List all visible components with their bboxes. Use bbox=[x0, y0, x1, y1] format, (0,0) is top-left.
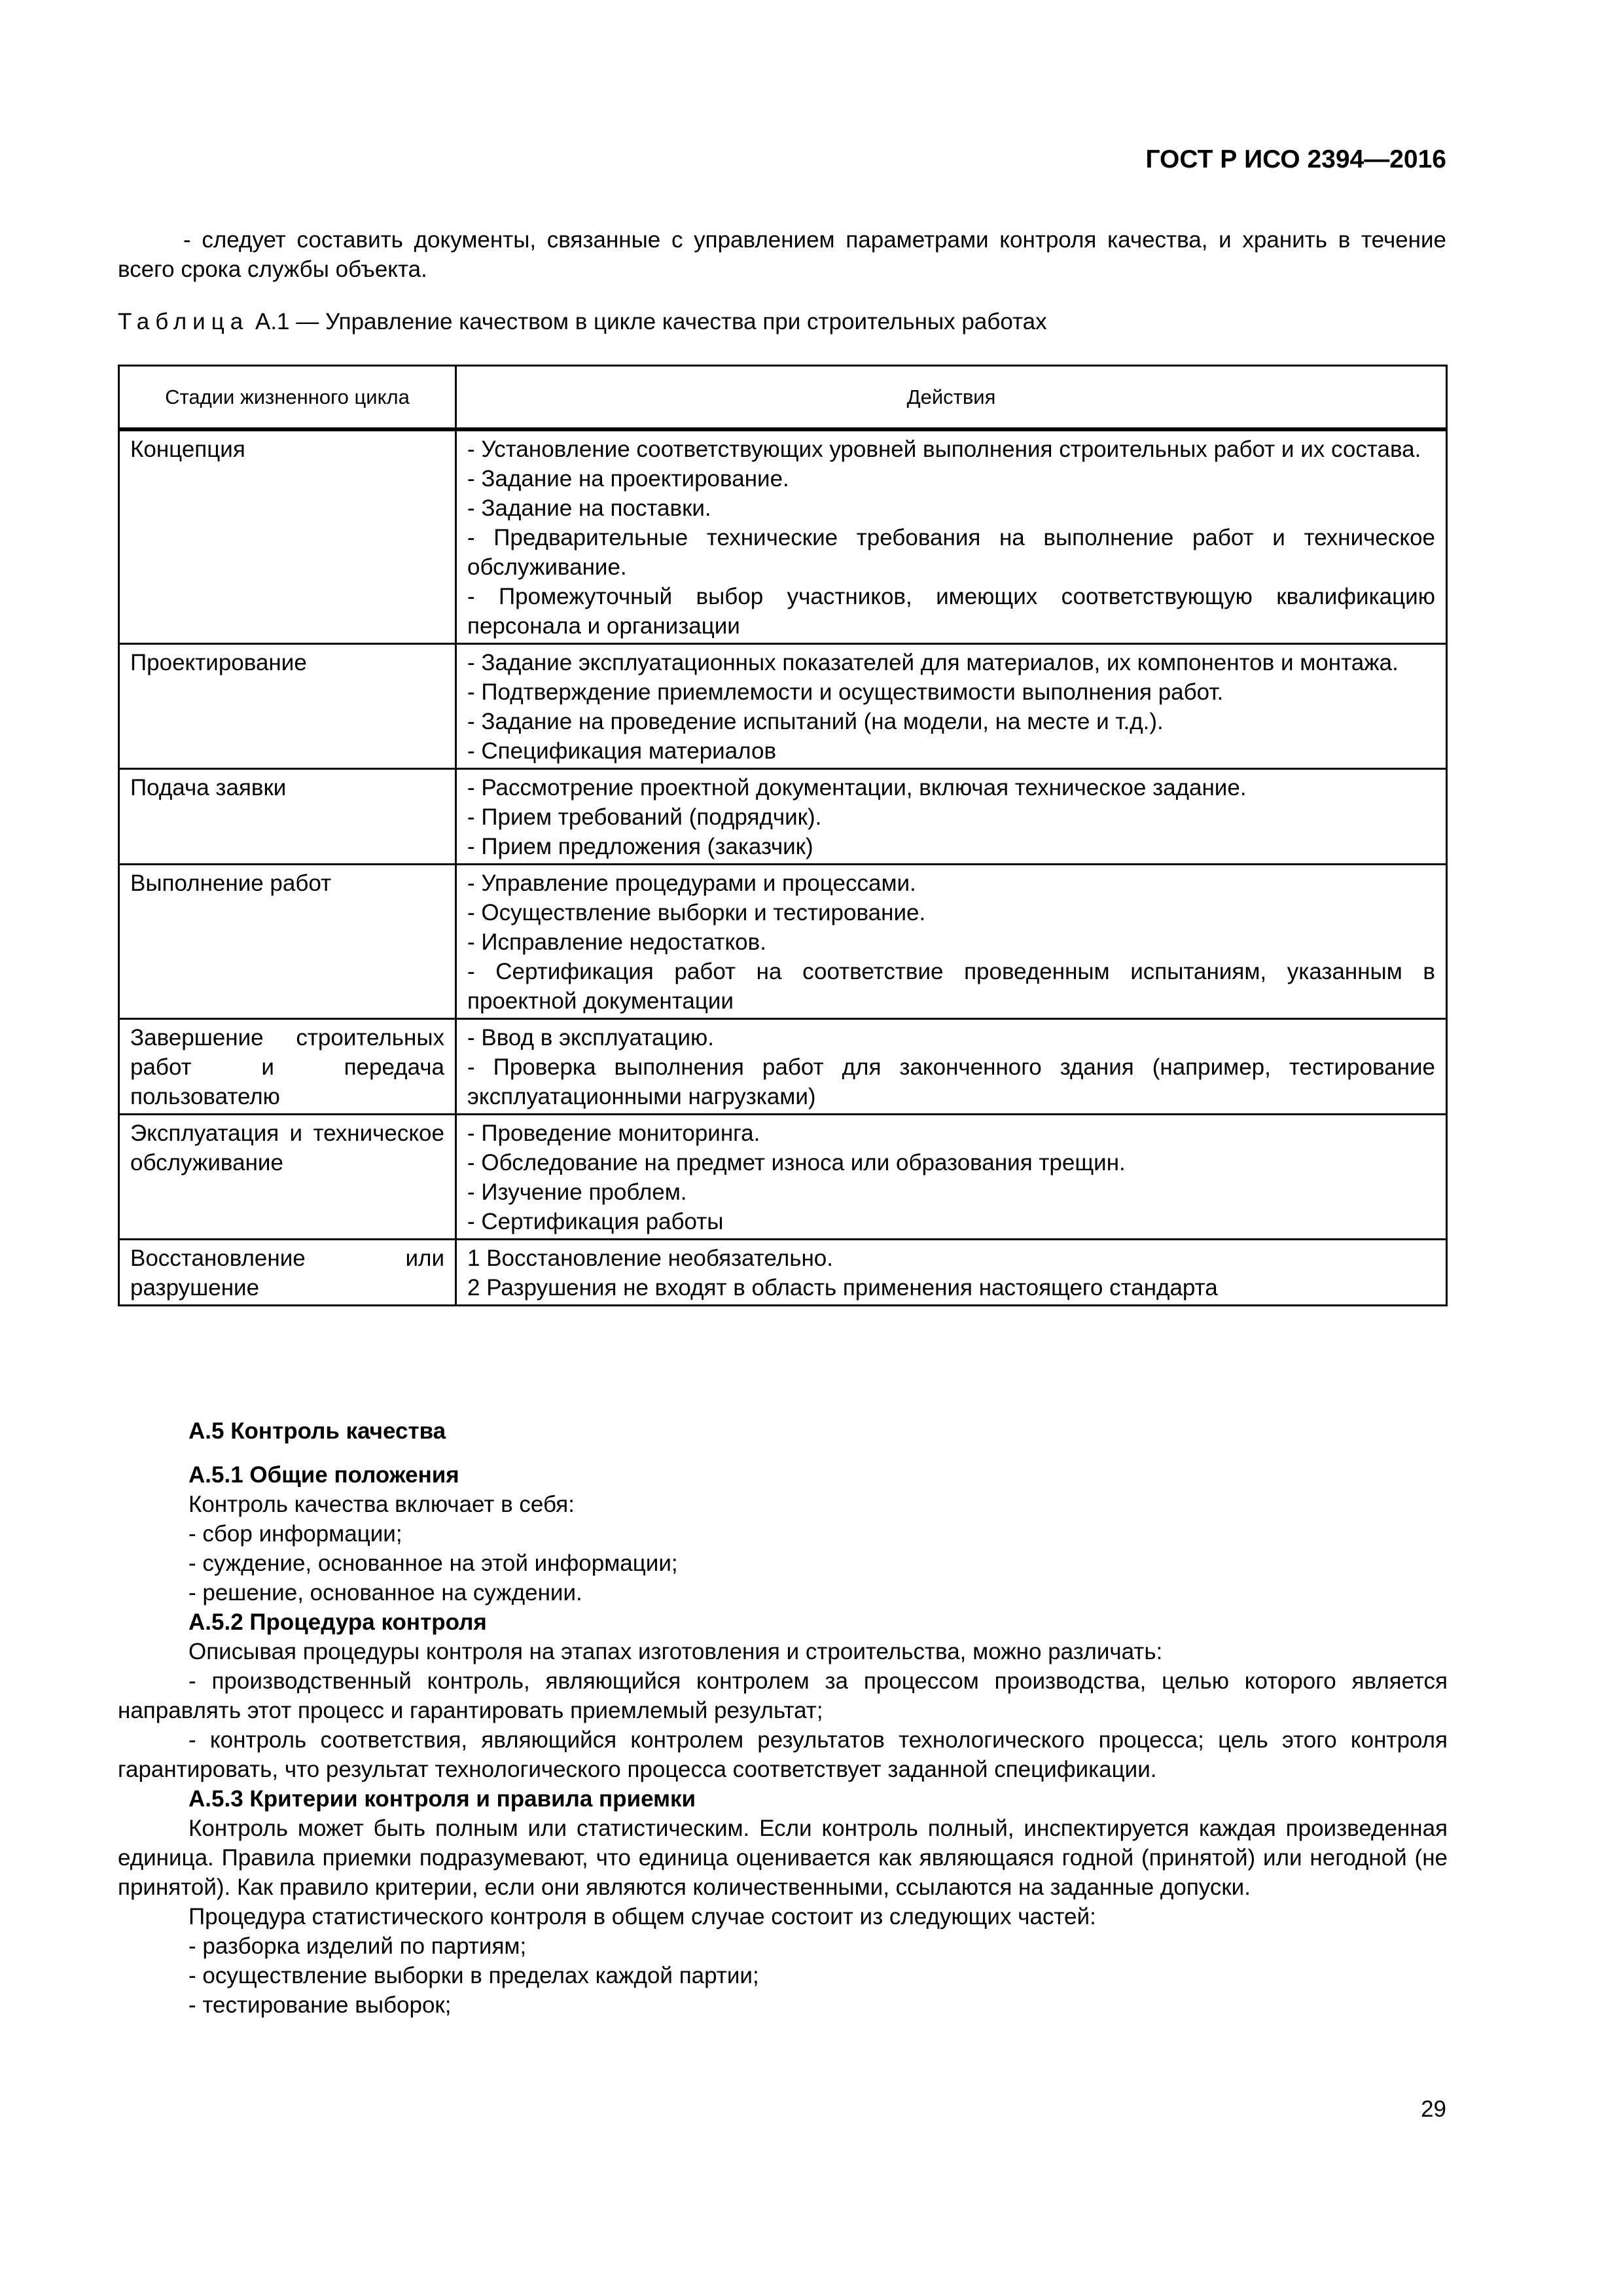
stage-cell: Выполнение работ bbox=[119, 865, 456, 1019]
table-header-row bbox=[119, 366, 1447, 430]
column-header-stage: Стадии жизненного цикла bbox=[119, 366, 456, 430]
actions-cell bbox=[456, 1115, 1447, 1240]
table-caption-title: А.1 — Управление качеством в цикле качества при строительных работах bbox=[255, 309, 1047, 334]
table-caption-label: Таблица bbox=[118, 309, 249, 334]
action-item: - Управление процедурами и процессами. bbox=[467, 870, 916, 896]
paragraph: Процедура статистического контроля в общем случае состоит из следующих частей: bbox=[188, 1904, 1096, 1929]
table-row bbox=[119, 1019, 1447, 1115]
list-item: - осуществление выборки в пределах каждой партии; bbox=[188, 1963, 759, 1988]
table-row bbox=[119, 865, 1447, 1019]
action-item: - Сертификация работ на соответствие проведенным испытаниям, указанным в проектной документации bbox=[467, 959, 1435, 1014]
action-item: - Исправление недостатков. bbox=[467, 929, 766, 955]
list-item: - решение, основанное на суждении. bbox=[188, 1580, 582, 1605]
action-item: - Изучение проблем. bbox=[467, 1179, 687, 1205]
table-row bbox=[119, 769, 1447, 865]
actions-cell bbox=[456, 865, 1447, 1019]
action-item: - Установление соответствующих уровней выполнения строительных работ и их состава. bbox=[467, 437, 1421, 462]
stage-cell: Завершение строительных работ и передача пользователю bbox=[119, 1019, 456, 1115]
subsection-heading: А.5.3 Критерии контроля и правила приемки bbox=[188, 1786, 696, 1812]
stage-cell: Проектирование bbox=[119, 644, 456, 769]
table-row bbox=[119, 429, 1447, 644]
action-item: - Задание на проведение испытаний (на модели, на месте и т.д.). bbox=[467, 709, 1164, 734]
table-row bbox=[119, 1115, 1447, 1240]
actions-cell bbox=[456, 429, 1447, 644]
actions-cell bbox=[456, 1019, 1447, 1115]
table-caption bbox=[118, 309, 1047, 335]
paragraph: Контроль может быть полным или статистическим. Если контроль полный, инспектируется каждая произведенная единица. Правила приемки подразумевают, что единица оценивается как являющаяся годной (принятой) или негодной (не принятой). Как правило критерии, если они являются количественными, ссылаются на заданные допуски. bbox=[118, 1816, 1448, 1900]
list-item: - суждение, основанное на этой информации; bbox=[188, 1551, 678, 1576]
subsection-heading: А.5.2 Процедура контроля bbox=[188, 1609, 487, 1635]
list-item: - тестирование выборок; bbox=[188, 1992, 452, 2018]
action-item: - Задание на поставки. bbox=[467, 495, 711, 521]
quality-cycle-table bbox=[118, 365, 1448, 1306]
stage-cell: Подача заявки bbox=[119, 769, 456, 865]
section-heading: А.5 Контроль качества bbox=[188, 1418, 446, 1444]
action-item: - Сертификация работы bbox=[467, 1209, 724, 1234]
list-item: - разборка изделий по партиям; bbox=[188, 1933, 527, 1959]
section-a5 bbox=[118, 1416, 1448, 2020]
action-item: - Задание эксплуатационных показателей для материалов, их компонентов и монтажа. bbox=[467, 650, 1399, 675]
table-row bbox=[119, 1240, 1447, 1306]
stage-cell: Восстановление или разрушение bbox=[119, 1240, 456, 1306]
paragraph: Описывая процедуры контроля на этапах изготовления и строительства, можно различать: bbox=[188, 1639, 1163, 1664]
action-item: - Проведение мониторинга. bbox=[467, 1121, 760, 1146]
actions-cell bbox=[456, 644, 1447, 769]
stage-cell: Эксплуатация и техническое обслуживание bbox=[119, 1115, 456, 1240]
action-item: - Промежуточный выбор участников, имеющих соответствующую квалификацию персонала и организации bbox=[467, 584, 1435, 639]
action-item: - Подтверждение приемлемости и осуществимости выполнения работ. bbox=[467, 679, 1224, 705]
action-item: - Спецификация материалов bbox=[467, 738, 777, 764]
action-item: - Проверка выполнения работ для законченного здания (например, тестирование эксплуатационными нагрузками) bbox=[467, 1054, 1435, 1109]
action-item: 1 Восстановление необязательно. bbox=[467, 1246, 833, 1271]
intro-paragraph: - следует составить документы, связанные с управлением параметрами контроля качества, и хранить в течение всего срока службы объекта. bbox=[118, 227, 1446, 282]
page-number: 29 bbox=[1421, 2096, 1446, 2122]
action-item: - Предварительные технические требования на выполнение работ и техническое обслуживание. bbox=[467, 525, 1435, 580]
list-item: - контроль соответствия, являющийся контролем результатов технологического процесса; цель этого контроля гарантировать, что результат технологического процесса соответствует заданной спецификации. bbox=[118, 1727, 1448, 1782]
actions-cell bbox=[456, 1240, 1447, 1306]
action-item: - Обследование на предмет износа или образования трещин. bbox=[467, 1150, 1126, 1175]
list-item: - производственный контроль, являющийся контролем за процессом производства, целью которого является направлять этот процесс и гарантировать приемлемый результат; bbox=[118, 1668, 1448, 1723]
action-item: - Прием требований (подрядчик). bbox=[467, 804, 822, 830]
action-item: 2 Разрушения не входят в область применения настоящего стандарта bbox=[467, 1275, 1218, 1300]
action-item: - Ввод в эксплуатацию. bbox=[467, 1025, 715, 1050]
action-item: - Прием предложения (заказчик) bbox=[467, 834, 813, 859]
action-item: - Задание на проектирование. bbox=[467, 466, 789, 492]
action-item: - Рассмотрение проектной документации, включая техническое задание. bbox=[467, 775, 1247, 800]
table-row bbox=[119, 644, 1447, 769]
actions-cell bbox=[456, 769, 1447, 865]
paragraph: Контроль качества включает в себя: bbox=[188, 1492, 575, 1517]
subsection-heading: А.5.1 Общие положения bbox=[188, 1462, 459, 1488]
action-item: - Осуществление выборки и тестирование. bbox=[467, 900, 926, 925]
list-item: - сбор информации; bbox=[188, 1521, 402, 1547]
standard-designation: ГОСТ Р ИСО 2394—2016 bbox=[1145, 145, 1446, 173]
column-header-actions: Действия bbox=[456, 366, 1447, 430]
stage-cell: Концепция bbox=[119, 429, 456, 644]
